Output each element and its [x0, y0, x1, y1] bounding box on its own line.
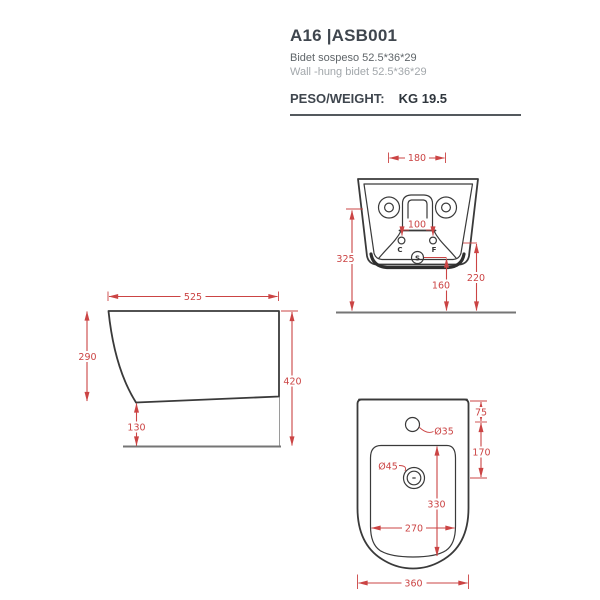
- leader-line: [399, 466, 406, 472]
- inlet-c-label: C: [397, 246, 403, 254]
- dim-160: [424, 258, 452, 311]
- leader-line: [420, 428, 434, 433]
- dim-325: [334, 209, 363, 311]
- subtitle-italian: Bidet sospeso 52.5*36*29: [290, 52, 417, 64]
- dim-330: [425, 447, 449, 557]
- dim-270-label: 270: [404, 523, 424, 535]
- tap-hole: [406, 418, 420, 432]
- dim-100-label: 100: [407, 219, 427, 231]
- dim-100: [402, 219, 433, 236]
- drain-diameter-label: Ø45: [378, 461, 398, 473]
- dim-325-label: 325: [336, 254, 355, 265]
- fixing-hole-left-outer: [379, 197, 400, 218]
- dim-160-label: 160: [431, 280, 451, 292]
- dim-420: [281, 311, 304, 446]
- dim-270: [372, 523, 455, 535]
- fixing-hole-right-outer: [436, 197, 457, 218]
- drain-s-label: S: [414, 254, 421, 263]
- side-view-body-outline: [109, 311, 280, 403]
- callout-tap-diameter: [420, 427, 454, 438]
- inlet-hole-c: [398, 237, 405, 244]
- dim-75: [470, 401, 488, 422]
- fixing-hole-right-inner: [442, 203, 451, 212]
- inlet-hole-f: [430, 237, 437, 244]
- dim-130: [125, 404, 148, 446]
- skirt-curve-right: [431, 231, 456, 258]
- dim-220: [463, 243, 487, 311]
- dim-525: [108, 291, 279, 303]
- dim-360: [358, 575, 469, 590]
- inlet-f-label: F: [431, 246, 437, 254]
- side-view: [76, 291, 304, 447]
- dim-420-label: 420: [283, 376, 302, 388]
- dim-330-label: 330: [427, 499, 446, 511]
- dim-170: [470, 423, 491, 478]
- subtitle-english: Wall -hung bidet 52.5*36*29: [290, 66, 427, 78]
- dim-180: [389, 152, 446, 164]
- dim-75-label: 75: [474, 407, 488, 419]
- dim-360-label: 360: [404, 578, 423, 590]
- weight-label: PESO/WEIGHT:: [290, 91, 385, 106]
- dim-290: [76, 312, 99, 402]
- tap-diameter-label: Ø35: [434, 426, 454, 438]
- product-code-title: A16 |ASB001: [290, 26, 398, 45]
- dim-220-label: 220: [466, 273, 486, 284]
- dim-130-label: 130: [127, 422, 146, 434]
- top-view: [358, 400, 491, 590]
- front-view: [334, 152, 516, 313]
- dim-290-label: 290: [78, 352, 97, 363]
- dim-525-label: 525: [183, 292, 203, 303]
- dim-180-label: 180: [407, 153, 427, 164]
- fixing-hole-left-inner: [385, 203, 394, 212]
- callout-drain-diameter: [378, 462, 405, 473]
- weight-value: KG 19.5: [398, 91, 448, 106]
- dim-170-label: 170: [472, 447, 491, 459]
